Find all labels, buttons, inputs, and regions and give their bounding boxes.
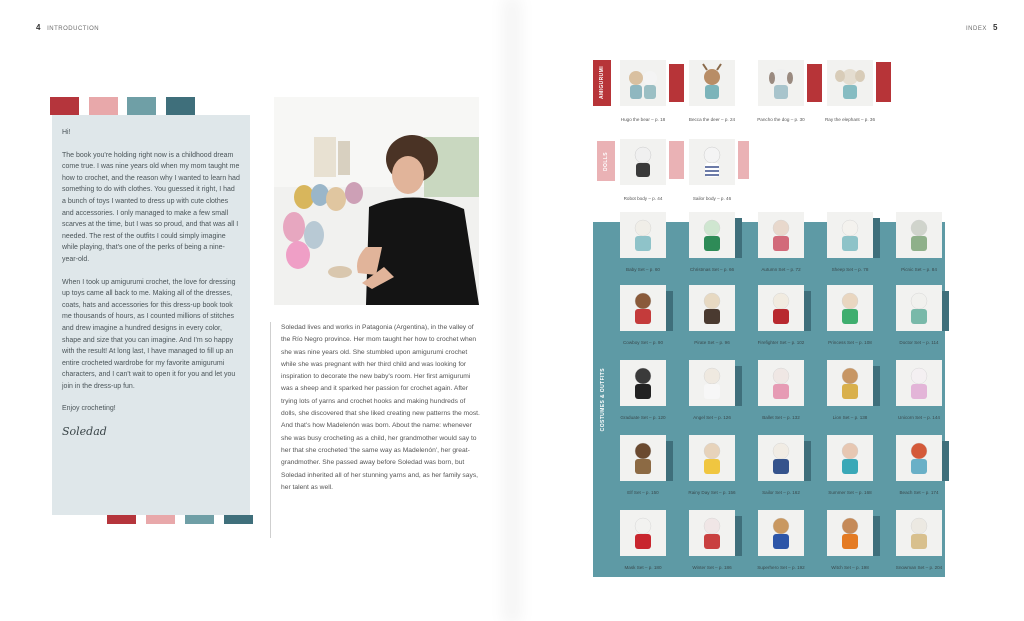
index-label: INDEX: [966, 26, 987, 32]
outfit-thumb: [758, 435, 804, 481]
section-title: INTRODUCTION: [47, 26, 100, 32]
bio-text: Soledad lives and works in Patagonia (Argentina), in the valley of the Río Negro province. Her mom taught her how to crochet when she was nine years old. She stumbled upon amigurumi crochet while she was pregnant with her third child and was looking for inspiration to decorate the new baby's room. Her first amigurumi was a sheep and it sparked her passion for crochet again. After trying lots of yarns and crochet hooks and making hundreds of dolls, she discovered that she liked creating new patterns the most. And that's how Madelenón was born. About the name: whenever she was busy crocheting as a child, her grandmother would say to her that she crocheted 'the same way as Madelenón', her great-grandmother. She passed away before Soledad was born, but Soledad inherited all of her stunning yarns and, as her family says, her talent as well.: [281, 324, 480, 491]
swatch-pink-top: [89, 97, 118, 115]
accent-red-2: [807, 64, 822, 102]
outfit-caption: Summer Set – p. 168: [828, 490, 872, 495]
thumb-sailor-body: [689, 139, 735, 185]
outfit-caption: Baby Set – p. 60: [626, 267, 660, 272]
outfit-caption: Cowboy Set – p. 90: [622, 340, 664, 345]
outfit-caption: Mask Set – p. 180: [624, 565, 662, 570]
outfit-thumb: [620, 285, 666, 331]
letter-signature: Soledad: [62, 425, 107, 439]
outfit-caption: Christmas Set – p. 66: [689, 267, 735, 272]
outfit-caption: Doctor Set – p. 114: [899, 340, 939, 345]
accent-red-3: [876, 62, 891, 102]
outfit-thumb: [758, 212, 804, 258]
accent-pink-1: [669, 141, 684, 179]
outfit-caption: Princess Set – p. 108: [828, 340, 872, 345]
accent-pink-2: [738, 141, 749, 179]
tab-outfits: COSTUMES & OUTFITS: [600, 367, 606, 432]
outfit-caption: Snowman Set – p. 204: [895, 565, 943, 570]
outfit-thumb: [827, 285, 873, 331]
outfit-caption: Angel Set – p. 126: [693, 415, 731, 420]
outfit-thumb: [827, 360, 873, 406]
outfit-caption: Superhero Set – p. 192: [757, 565, 805, 570]
author-bio: [281, 322, 481, 494]
outfit-thumb: [689, 212, 735, 258]
outfit-thumb: [896, 435, 942, 481]
caption-pancho: Pancho the dog – p. 30: [757, 117, 805, 122]
letter-closing: Enjoy crocheting!: [62, 405, 116, 413]
outfit-thumb: [827, 212, 873, 258]
outfit-caption: Unicorn Set – p. 144: [898, 415, 940, 420]
outfit-thumb: [620, 510, 666, 556]
outfit-caption: Witch Set – p. 198: [831, 565, 869, 570]
page-number-left: 4: [36, 23, 41, 32]
outfit-caption: Ballet Set – p. 132: [762, 415, 800, 420]
outfit-thumb: [758, 360, 804, 406]
outfit-thumb: [896, 212, 942, 258]
letter-paragraph-2: When I took up amigurumi crochet, the love for dressing up toys came all back to me. Making all of the dresses, coats, hats and accessories for this dress-up book took me thousands of hours, as I counted millions of stitches and drew imagine a hundred designs in every color, shape and size that you can imagine. And I'm so happy with the result! At long last, I have managed to fill up an entire crocheted wardrobe for my favorite amigurumi characters, and I can't wait to open it for you and let you join in the dress-up fun.: [62, 278, 236, 390]
outfit-caption: Sailor Set – p. 162: [762, 490, 800, 495]
caption-robot-body: Robot body – p. 44: [623, 196, 663, 201]
author-photo: [274, 97, 479, 305]
outfit-thumb: [620, 212, 666, 258]
letter-paragraph-1: The book you're holding right now is a childhood dream come true. I was nine years old when my mom taught me how to crochet, and the reason why I wanted to learn had something to do with clothes. You guessed it right, I had a bunch of toys I wanted to dress up with cute clothes and accessories. I only managed to make a few small scarves at the time, but I was so proud, and that was all I needed. The rest of the outfits I could simply imagine while playing, that's one of the perks of being a nine-year-old.: [62, 151, 240, 263]
tab-dolls: DOLLS: [597, 141, 615, 181]
tab-amigurumi: AMIGURUMI: [593, 60, 611, 106]
outfit-caption: Picnic Set – p. 84: [901, 267, 937, 272]
outfit-caption: Firefighter Set – p. 102: [757, 340, 805, 345]
outfit-thumb: [896, 285, 942, 331]
outfit-thumb: [689, 435, 735, 481]
outfit-caption: Beach Set – p. 174: [899, 490, 939, 495]
caption-ray: Ray the elephant – p. 36: [824, 117, 876, 122]
thumb-becca-deer: [689, 60, 735, 106]
swatch-teal-top: [127, 97, 156, 115]
outfit-thumb: [689, 360, 735, 406]
outfit-caption: Autumn Set – p. 72: [761, 267, 801, 272]
outfit-thumb: [896, 360, 942, 406]
outfit-thumb: [689, 510, 735, 556]
bio-divider: [270, 322, 271, 538]
letter-greeting: Hi!: [62, 129, 71, 136]
swatch-red-bottom: [107, 515, 136, 524]
outfit-thumb: [689, 285, 735, 331]
caption-hugo: Hugo the bear – p. 18: [620, 117, 666, 122]
outfit-caption: Pirate Set – p. 96: [694, 340, 730, 345]
outfit-thumb: [758, 510, 804, 556]
page-number-right: 5: [993, 23, 998, 32]
running-head-left: [32, 23, 99, 32]
swatch-teal-bottom: [185, 515, 214, 524]
outfit-caption: Winter Set – p. 186: [692, 565, 732, 570]
outfit-thumb: [758, 285, 804, 331]
outfit-caption: Lion Set – p. 138: [832, 415, 868, 420]
outfit-thumb: [620, 435, 666, 481]
outfit-thumb: [827, 510, 873, 556]
outfit-caption: Rainy Day Set – p. 156: [688, 490, 736, 495]
outfit-caption: Sheep Set – p. 78: [831, 267, 869, 272]
caption-becca: Becca the deer – p. 24: [688, 117, 736, 122]
intro-letter: [52, 115, 250, 515]
thumb-hugo-bear: [620, 60, 666, 106]
swatch-red-top: [50, 97, 79, 115]
swatch-darkteal-bottom: [224, 515, 253, 524]
swatch-darkteal-top: [166, 97, 195, 115]
outfit-caption: Elf Set – p. 150: [627, 490, 659, 495]
accent-red-1: [669, 64, 684, 102]
thumb-pancho-dog: [758, 60, 804, 106]
outfit-thumb: [620, 360, 666, 406]
caption-sailor-body: Sailor body – p. 46: [692, 196, 732, 201]
running-head-right: [966, 23, 1002, 32]
outfit-thumb: [896, 510, 942, 556]
thumb-robot-body: [620, 139, 666, 185]
swatch-pink-bottom: [146, 515, 175, 524]
outfit-thumb: [827, 435, 873, 481]
thumb-ray-elephant: [827, 60, 873, 106]
outfit-caption: Graduate Set – p. 120: [620, 415, 666, 420]
